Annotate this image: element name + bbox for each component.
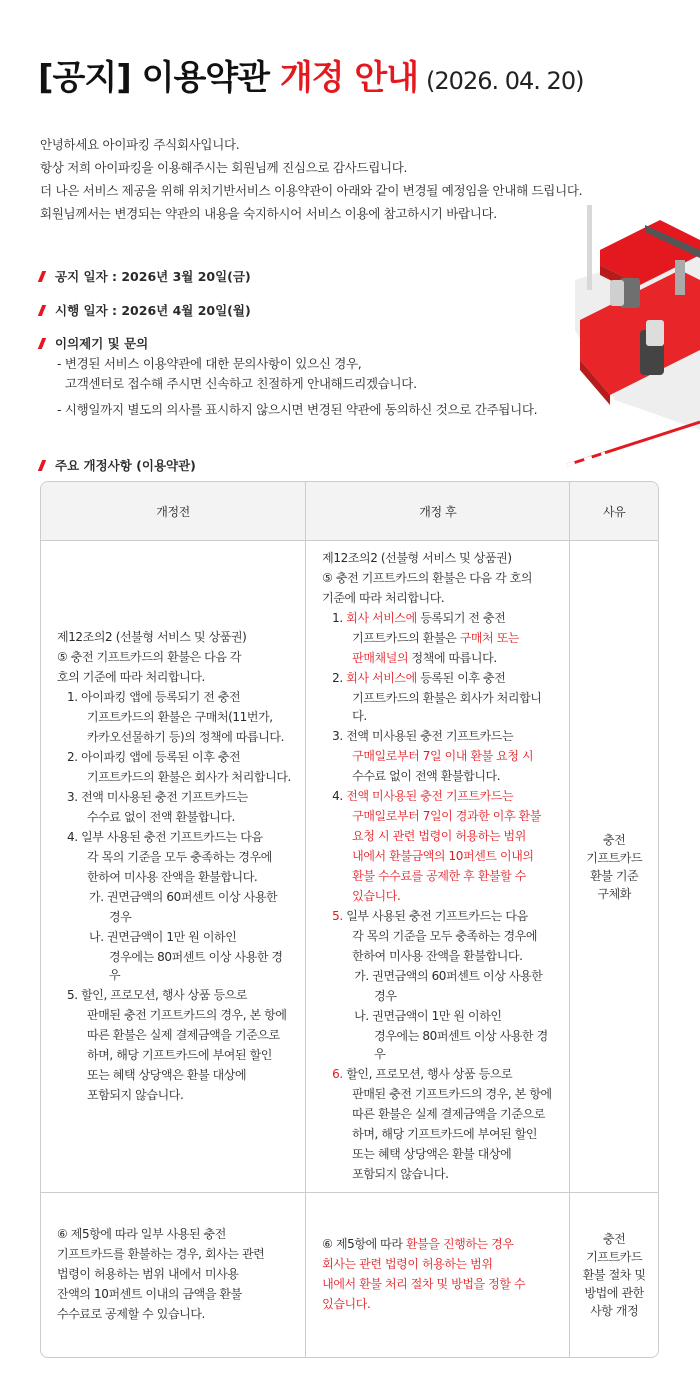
cell-before-1: 제12조의2 (선불형 서비스 및 상품권) ⑤ 충전 기프트카드의 환불은 다음 각 호의 기준에 따라 처리합니다. 1. 아이파킹 앱에 등록되기 전 충전 기프트카드의 환불은 구매처(11번가, 카카오선물하기 등)의 정책에 따릅니다. 2. 아이파킹 앱에 등록된 이후 충전 기프트카드의 환불은 회사가 처리합니다. 3. 전액 미사용된 충전 기프트카드는 수수료 없이 전액 환불합니다. 4. 일부 사용된 충전 기프트카드는 다음 각 목의 기준을 모두 충족하는 경우에 한하여 미사용 잔액을 환불합니다. 가. 권면금액의 60퍼센트 이상 사용한 경우 나. 권면금액이 1만 원 이하인 경우에는 80퍼센트 이상 사용한 경우 5. 할인, 프로모션, 행사 상품 등으로 판매된 충전 기프트카드의 경우, 본 항에 따른 환불은 실제 결제금액을 기준으로 하며, 해당 기프트카드에 부여된 할인 또는 혜택 상당액은 환불 대상에 포함되지 않습니다.	[57, 629, 291, 1102]
header-reason: 사유	[569, 482, 658, 541]
cell-reason-1: 충전 기프트카드 환불 기준 구체화	[569, 541, 658, 1192]
notice-date: 공지 일자 : 2026년 3월 20일(금)	[40, 267, 251, 285]
table-header-row	[41, 482, 658, 541]
cell-before-2: ⑥ 제5항에 따라 일부 사용된 충전 기프트카드를 환불하는 경우, 회사는 관련 법령이 허용하는 범위 내에서 미사용 잔액의 10퍼센트 이내의 금액을 환불 수수료로 공제할 수 있습니다.	[41, 1192, 305, 1357]
header-after: 개정 후	[305, 482, 569, 541]
header-before: 개정전	[41, 482, 305, 541]
inquiry-title: 이의제기 및 문의	[40, 334, 148, 352]
table-row	[41, 1192, 658, 1357]
bullet-slash-icon	[38, 338, 46, 349]
table-row	[41, 541, 658, 1192]
bullet-slash-icon	[38, 305, 46, 316]
effective-date: 시행 일자 : 2026년 4월 20일(월)	[40, 301, 251, 319]
bullet-slash-icon	[38, 271, 46, 282]
inquiry-line-1: - 변경된 서비스 이용약관에 대한 문의사항이 있으신 경우, 고객센터로 접수해 주시면 신속하고 친절하게 안내해드리겠습니다.	[57, 356, 417, 391]
cell-after-1: 제12조의2 (선불형 서비스 및 상품권) ⑤ 충전 기프트카드의 환불은 다음 각 호의 기준에 따라 처리합니다. 1. 회사 서비스에 등록되기 전 충전 기프트카드의 환불은 구매처 또는 판매채널의 정책에 따릅니다. 2. 회사 서비스에 등록된 이후 충전 기프트카드의 환불은 회사가 처리합니다. 3. 전액 미사용된 충전 기프트카드는 구매일로부터 7일 이내 환불 요청 시 수수료 없이 전액 환불합니다. 4. 전액 미사용된 충전 기프트카드는 구매일로부터 7일이 경과한 이후 환불 요청 시 관련 법령이 허용하는 범위 내에서 환불금액의 10퍼센트 이내의 환불 수수료를 공제한 후 환불할 수 있습니다. 5. 일부 사용된 충전 기프트카드는 다음 각 목의 기준을 모두 충족하는 경우에 한하여 미사용 잔액을 환불합니다. 가. 권면금액의 60퍼센트 이상 사용한 경우 나. 권면금액이 1만 원 이하인 경우에는 80퍼센트 이상 사용한 경우 6. 할인, 프로모션, 행사 상품 등으로 판매된 충전 기프트카드의 경우, 본 항에 따른 환불은 실제 결제금액을 기준으로 하며, 해당 기프트카드에 부여된 할인 또는 혜택 상당액은 환불 대상에 포함되지 않습니다.	[305, 541, 569, 1192]
cell-reason-2: 충전 기프트카드 환불 절차 및 방법에 관한 사항 개정	[569, 1192, 658, 1357]
inquiry-line-2: - 시행일까지 별도의 의사를 표시하지 않으시면 변경된 약관에 동의하신 것으로 간주됩니다.	[57, 402, 538, 417]
parking-gate-illustration	[565, 200, 700, 470]
cell-after-2: ⑥ 제5항에 따라 환불을 진행하는 경우 회사는 관련 법령이 허용하는 범위 내에서 환불 처리 절차 및 방법을 정할 수 있습니다.	[305, 1192, 569, 1357]
changes-table	[40, 481, 659, 1358]
bullet-slash-icon	[38, 460, 46, 471]
intro-text: 안녕하세요 아이파킹 주식회사입니다. 항상 저희 아이파킹을 이용해주시는 회원님께 진심으로 감사드립니다. 더 나은 서비스 제공을 위해 위치기반서비스 이용약관이 아래와 같이 변경될 예정임을 안내해 드립니다. 회원님께서는 변경되는 약관의 내용을 숙지하시어 서비스 이용에 참고하시기 바랍니다.	[40, 137, 583, 221]
changes-title: 주요 개정사항 (이용약관)	[40, 456, 196, 474]
page-title: [공지] 이용약관 개정 안내 (2026. 04. 20)	[38, 58, 584, 98]
